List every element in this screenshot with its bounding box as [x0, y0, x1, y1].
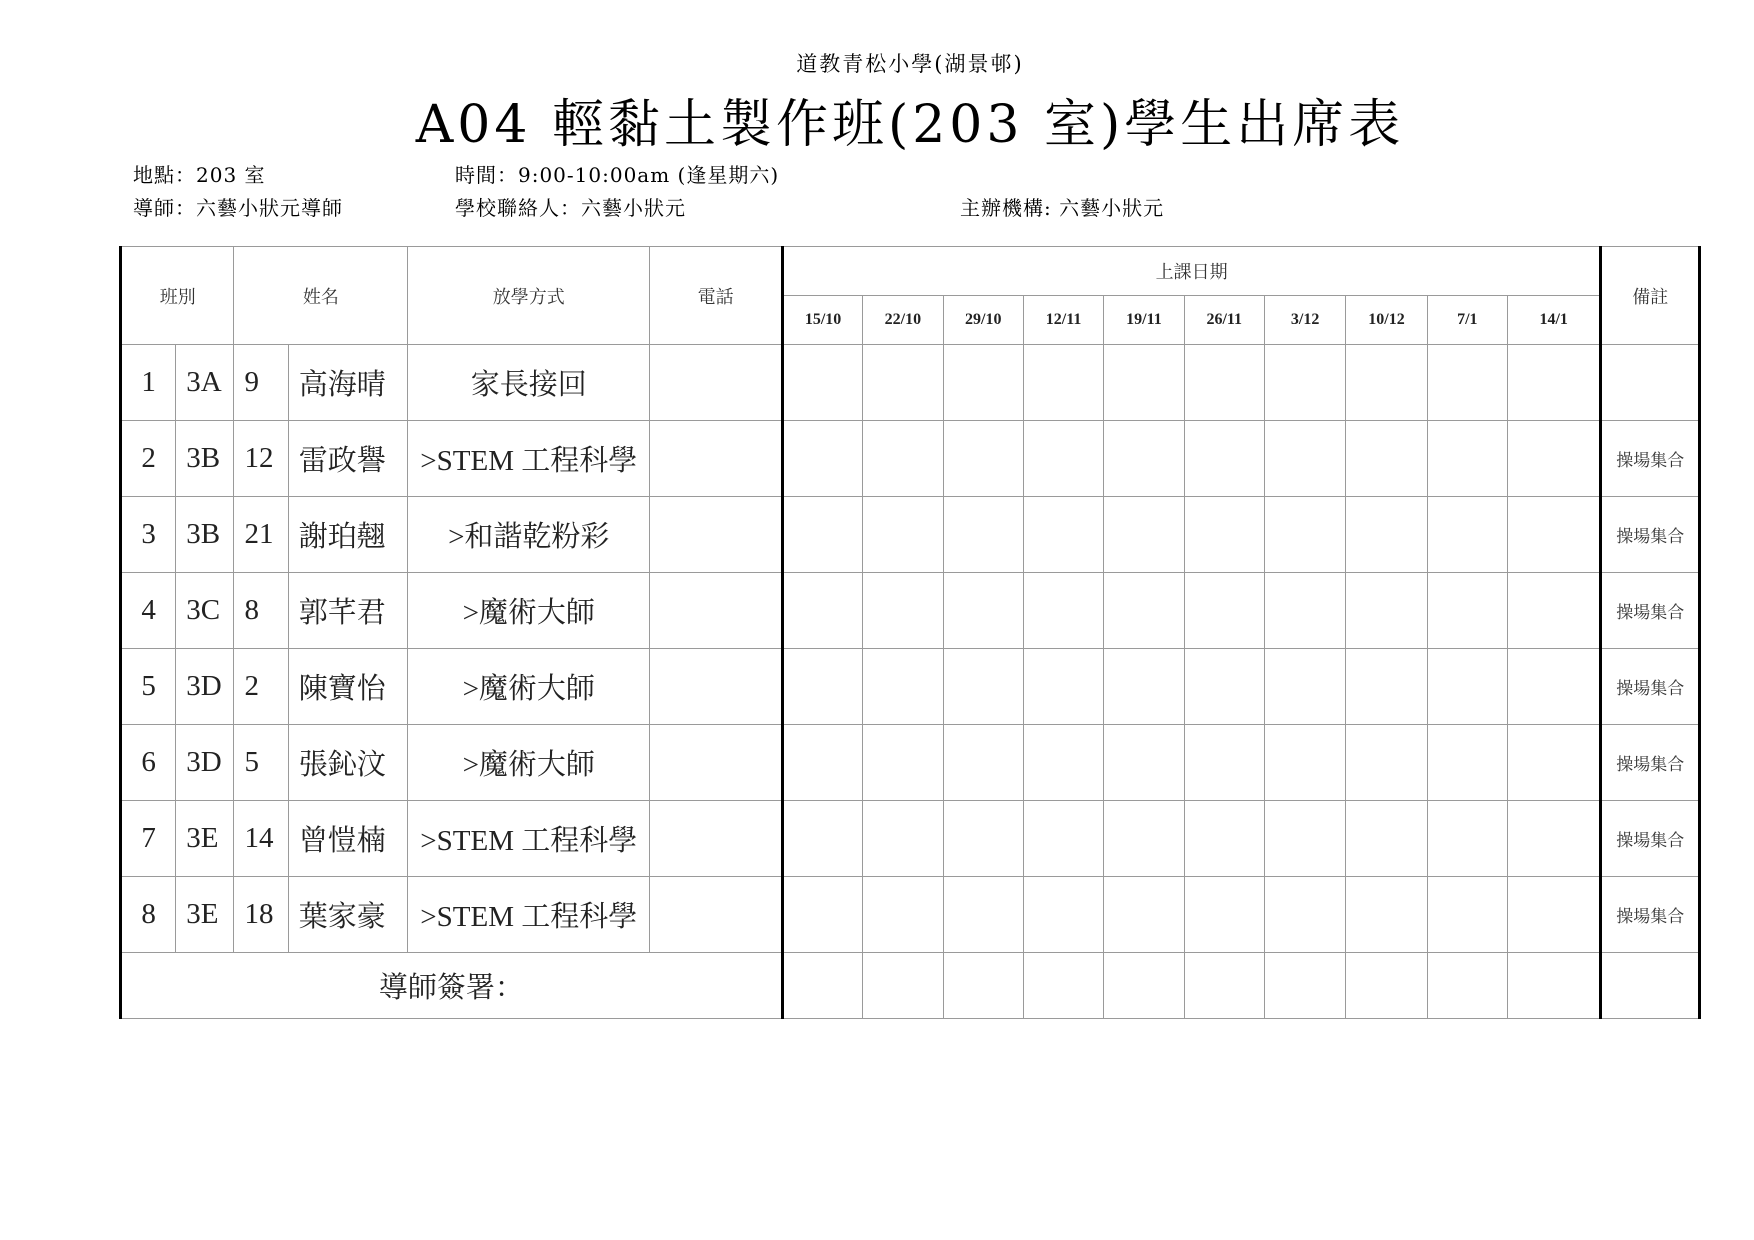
attendance-cell[interactable]	[943, 877, 1023, 953]
row-phone	[650, 573, 783, 649]
attendance-cell[interactable]	[1184, 725, 1264, 801]
signature-cell[interactable]	[1023, 953, 1103, 1019]
attendance-cell[interactable]	[863, 573, 943, 649]
attendance-cell[interactable]	[1104, 345, 1184, 421]
attendance-cell[interactable]	[1427, 497, 1507, 573]
row-dismissal: >STEM 工程科學	[408, 877, 650, 953]
attendance-cell[interactable]	[1104, 573, 1184, 649]
row-phone	[650, 649, 783, 725]
row-dismissal: >魔術大師	[408, 725, 650, 801]
attendance-cell[interactable]	[1264, 649, 1345, 725]
table-row	[121, 421, 1700, 497]
signature-cell[interactable]	[1508, 953, 1601, 1019]
attendance-cell[interactable]	[1264, 725, 1345, 801]
contact-text: 學校聯絡人：六藝小狀元	[455, 196, 686, 220]
row-dismissal: >魔術大師	[408, 649, 650, 725]
attendance-cell[interactable]	[943, 649, 1023, 725]
signature-cell[interactable]	[1184, 953, 1264, 1019]
attendance-cell[interactable]	[1427, 725, 1507, 801]
attendance-cell[interactable]	[1023, 877, 1103, 953]
attendance-cell[interactable]	[1023, 345, 1103, 421]
row-dismissal: >和諧乾粉彩	[408, 497, 650, 573]
date-cell: 26/11	[1184, 296, 1264, 345]
row-name: 郭芊君	[288, 573, 408, 649]
page-title: A04 輕黏土製作班(203 室)學生出席表	[415, 95, 1405, 155]
attendance-cell[interactable]	[863, 345, 943, 421]
attendance-cell[interactable]	[1346, 649, 1427, 725]
attendance-cell[interactable]	[1508, 345, 1601, 421]
row-name: 葉家豪	[288, 877, 408, 953]
attendance-cell[interactable]	[943, 497, 1023, 573]
attendance-cell[interactable]	[1023, 421, 1103, 497]
attendance-cell[interactable]	[1508, 725, 1601, 801]
attendance-cell[interactable]	[1184, 497, 1264, 573]
school-name: 道教青松小學(湖景邨)	[796, 52, 1024, 76]
row-name: 陳寶怡	[288, 649, 408, 725]
header-name: 姓名	[234, 247, 408, 345]
row-class: 3D	[176, 649, 234, 725]
date-cell: 3/12	[1264, 296, 1345, 345]
row-number: 8	[121, 877, 176, 953]
row-phone	[650, 725, 783, 801]
row-class: 3C	[176, 573, 234, 649]
organizer-text: 主辦機構: 六藝小狀元	[960, 196, 1165, 220]
table-row	[121, 649, 1700, 725]
header-dismissal: 放學方式	[408, 247, 650, 345]
row-name: 高海晴	[288, 345, 408, 421]
signature-remark-cell[interactable]	[1601, 953, 1700, 1019]
attendance-cell[interactable]	[782, 649, 862, 725]
row-name: 謝珀翹	[288, 497, 408, 573]
attendance-cell[interactable]	[1023, 649, 1103, 725]
date-cell: 7/1	[1427, 296, 1507, 345]
attendance-cell[interactable]	[1427, 421, 1507, 497]
row-phone	[650, 421, 783, 497]
attendance-cell[interactable]	[1427, 801, 1507, 877]
attendance-cell[interactable]	[1346, 345, 1427, 421]
attendance-cell[interactable]	[1023, 801, 1103, 877]
row-name: 雷政譽	[288, 421, 408, 497]
attendance-cell[interactable]	[1264, 801, 1345, 877]
row-remark	[1601, 345, 1700, 421]
attendance-cell[interactable]	[943, 801, 1023, 877]
row-class: 3E	[176, 801, 234, 877]
header-phone: 電話	[650, 247, 783, 345]
attendance-cell[interactable]	[1104, 497, 1184, 573]
signature-row	[121, 953, 1700, 1019]
header-row	[121, 247, 1700, 296]
date-cell: 14/1	[1508, 296, 1601, 345]
row-phone	[650, 877, 783, 953]
table-row	[121, 801, 1700, 877]
row-class-number: 14	[234, 801, 288, 877]
row-class-number: 2	[234, 649, 288, 725]
row-dismissal: >STEM 工程科學	[408, 801, 650, 877]
row-remark: 操場集合	[1601, 649, 1700, 725]
attendance-cell[interactable]	[1104, 877, 1184, 953]
attendance-cell[interactable]	[1427, 345, 1507, 421]
attendance-cell[interactable]	[1264, 345, 1345, 421]
attendance-cell[interactable]	[1427, 573, 1507, 649]
tutor-text: 導師：六藝小狀元導師	[133, 196, 343, 220]
header-class: 班別	[121, 247, 234, 345]
attendance-cell[interactable]	[1023, 573, 1103, 649]
row-class-number: 5	[234, 725, 288, 801]
attendance-cell[interactable]	[1346, 725, 1427, 801]
date-cell: 10/12	[1346, 296, 1427, 345]
row-number: 5	[121, 649, 176, 725]
attendance-cell[interactable]	[782, 497, 862, 573]
date-cell: 22/10	[863, 296, 943, 345]
location-text: 地點：203 室	[133, 163, 266, 187]
signature-cell[interactable]	[943, 953, 1023, 1019]
table-row	[121, 877, 1700, 953]
attendance-cell[interactable]	[1508, 877, 1601, 953]
row-number: 7	[121, 801, 176, 877]
row-class: 3D	[176, 725, 234, 801]
row-number: 3	[121, 497, 176, 573]
signature-cell[interactable]	[1346, 953, 1427, 1019]
table-row	[121, 345, 1700, 421]
signature-cell[interactable]	[782, 953, 862, 1019]
attendance-cell[interactable]	[1508, 573, 1601, 649]
attendance-cell[interactable]	[782, 573, 862, 649]
attendance-cell[interactable]	[782, 801, 862, 877]
attendance-cell[interactable]	[782, 345, 862, 421]
attendance-cell[interactable]	[1104, 725, 1184, 801]
row-number: 2	[121, 421, 176, 497]
attendance-cell[interactable]	[782, 725, 862, 801]
attendance-cell[interactable]	[1184, 801, 1264, 877]
time-text: 時間：9:00-10:00am (逢星期六)	[455, 163, 780, 187]
attendance-cell[interactable]	[1508, 649, 1601, 725]
row-class-number: 12	[234, 421, 288, 497]
attendance-cell[interactable]	[943, 725, 1023, 801]
attendance-cell[interactable]	[1264, 497, 1345, 573]
row-class-number: 8	[234, 573, 288, 649]
date-cell: 29/10	[943, 296, 1023, 345]
attendance-cell[interactable]	[782, 877, 862, 953]
signature-cell[interactable]	[1427, 953, 1507, 1019]
row-dismissal: >STEM 工程科學	[408, 421, 650, 497]
attendance-cell[interactable]	[1427, 649, 1507, 725]
header-remarks: 備註	[1601, 247, 1700, 345]
attendance-cell[interactable]	[1184, 877, 1264, 953]
signature-cell[interactable]	[1104, 953, 1184, 1019]
row-remark: 操場集合	[1601, 801, 1700, 877]
attendance-cell[interactable]	[1104, 649, 1184, 725]
signature-cell[interactable]	[863, 953, 943, 1019]
row-remark: 操場集合	[1601, 877, 1700, 953]
attendance-cell[interactable]	[943, 421, 1023, 497]
attendance-cell[interactable]	[1346, 497, 1427, 573]
row-remark: 操場集合	[1601, 421, 1700, 497]
signature-cell[interactable]	[1264, 953, 1345, 1019]
row-number: 6	[121, 725, 176, 801]
row-class: 3A	[176, 345, 234, 421]
row-remark: 操場集合	[1601, 573, 1700, 649]
table-row	[121, 725, 1700, 801]
row-remark: 操場集合	[1601, 497, 1700, 573]
attendance-cell[interactable]	[863, 725, 943, 801]
attendance-cell[interactable]	[863, 421, 943, 497]
date-cell: 12/11	[1023, 296, 1103, 345]
header-dates-group: 上課日期	[782, 247, 1601, 296]
attendance-cell[interactable]	[863, 877, 943, 953]
row-name: 曾愷楠	[288, 801, 408, 877]
row-phone	[650, 801, 783, 877]
row-class: 3E	[176, 877, 234, 953]
table-row	[121, 497, 1700, 573]
attendance-cell[interactable]	[1346, 573, 1427, 649]
table-row	[121, 573, 1700, 649]
attendance-cell[interactable]	[1104, 801, 1184, 877]
attendance-cell[interactable]	[1427, 877, 1507, 953]
row-class: 3B	[176, 497, 234, 573]
row-class-number: 21	[234, 497, 288, 573]
attendance-cell[interactable]	[863, 649, 943, 725]
attendance-cell[interactable]	[943, 345, 1023, 421]
date-cell: 15/10	[782, 296, 862, 345]
attendance-cell[interactable]	[1508, 497, 1601, 573]
attendance-cell[interactable]	[1104, 421, 1184, 497]
row-dismissal: 家長接回	[408, 345, 650, 421]
row-name: 張鈊汶	[288, 725, 408, 801]
row-remark: 操場集合	[1601, 725, 1700, 801]
attendance-cell[interactable]	[863, 801, 943, 877]
attendance-cell[interactable]	[1023, 725, 1103, 801]
attendance-cell[interactable]	[1264, 421, 1345, 497]
attendance-cell[interactable]	[943, 573, 1023, 649]
attendance-cell[interactable]	[1346, 801, 1427, 877]
attendance-cell[interactable]	[1508, 801, 1601, 877]
attendance-cell[interactable]	[1264, 573, 1345, 649]
attendance-cell[interactable]	[1184, 573, 1264, 649]
attendance-cell[interactable]	[1508, 421, 1601, 497]
row-phone	[650, 497, 783, 573]
attendance-cell[interactable]	[863, 497, 943, 573]
attendance-cell[interactable]	[1346, 421, 1427, 497]
row-class-number: 18	[234, 877, 288, 953]
attendance-cell[interactable]	[1184, 421, 1264, 497]
attendance-cell[interactable]	[1346, 877, 1427, 953]
attendance-cell[interactable]	[1264, 877, 1345, 953]
attendance-cell[interactable]	[1184, 649, 1264, 725]
row-class: 3B	[176, 421, 234, 497]
attendance-cell[interactable]	[782, 421, 862, 497]
attendance-table	[119, 246, 1701, 1019]
date-cell: 19/11	[1104, 296, 1184, 345]
signature-label: 導師簽署：	[121, 953, 783, 1019]
row-phone	[650, 345, 783, 421]
row-number: 4	[121, 573, 176, 649]
row-class-number: 9	[234, 345, 288, 421]
row-dismissal: >魔術大師	[408, 573, 650, 649]
attendance-cell[interactable]	[1023, 497, 1103, 573]
row-number: 1	[121, 345, 176, 421]
attendance-cell[interactable]	[1184, 345, 1264, 421]
